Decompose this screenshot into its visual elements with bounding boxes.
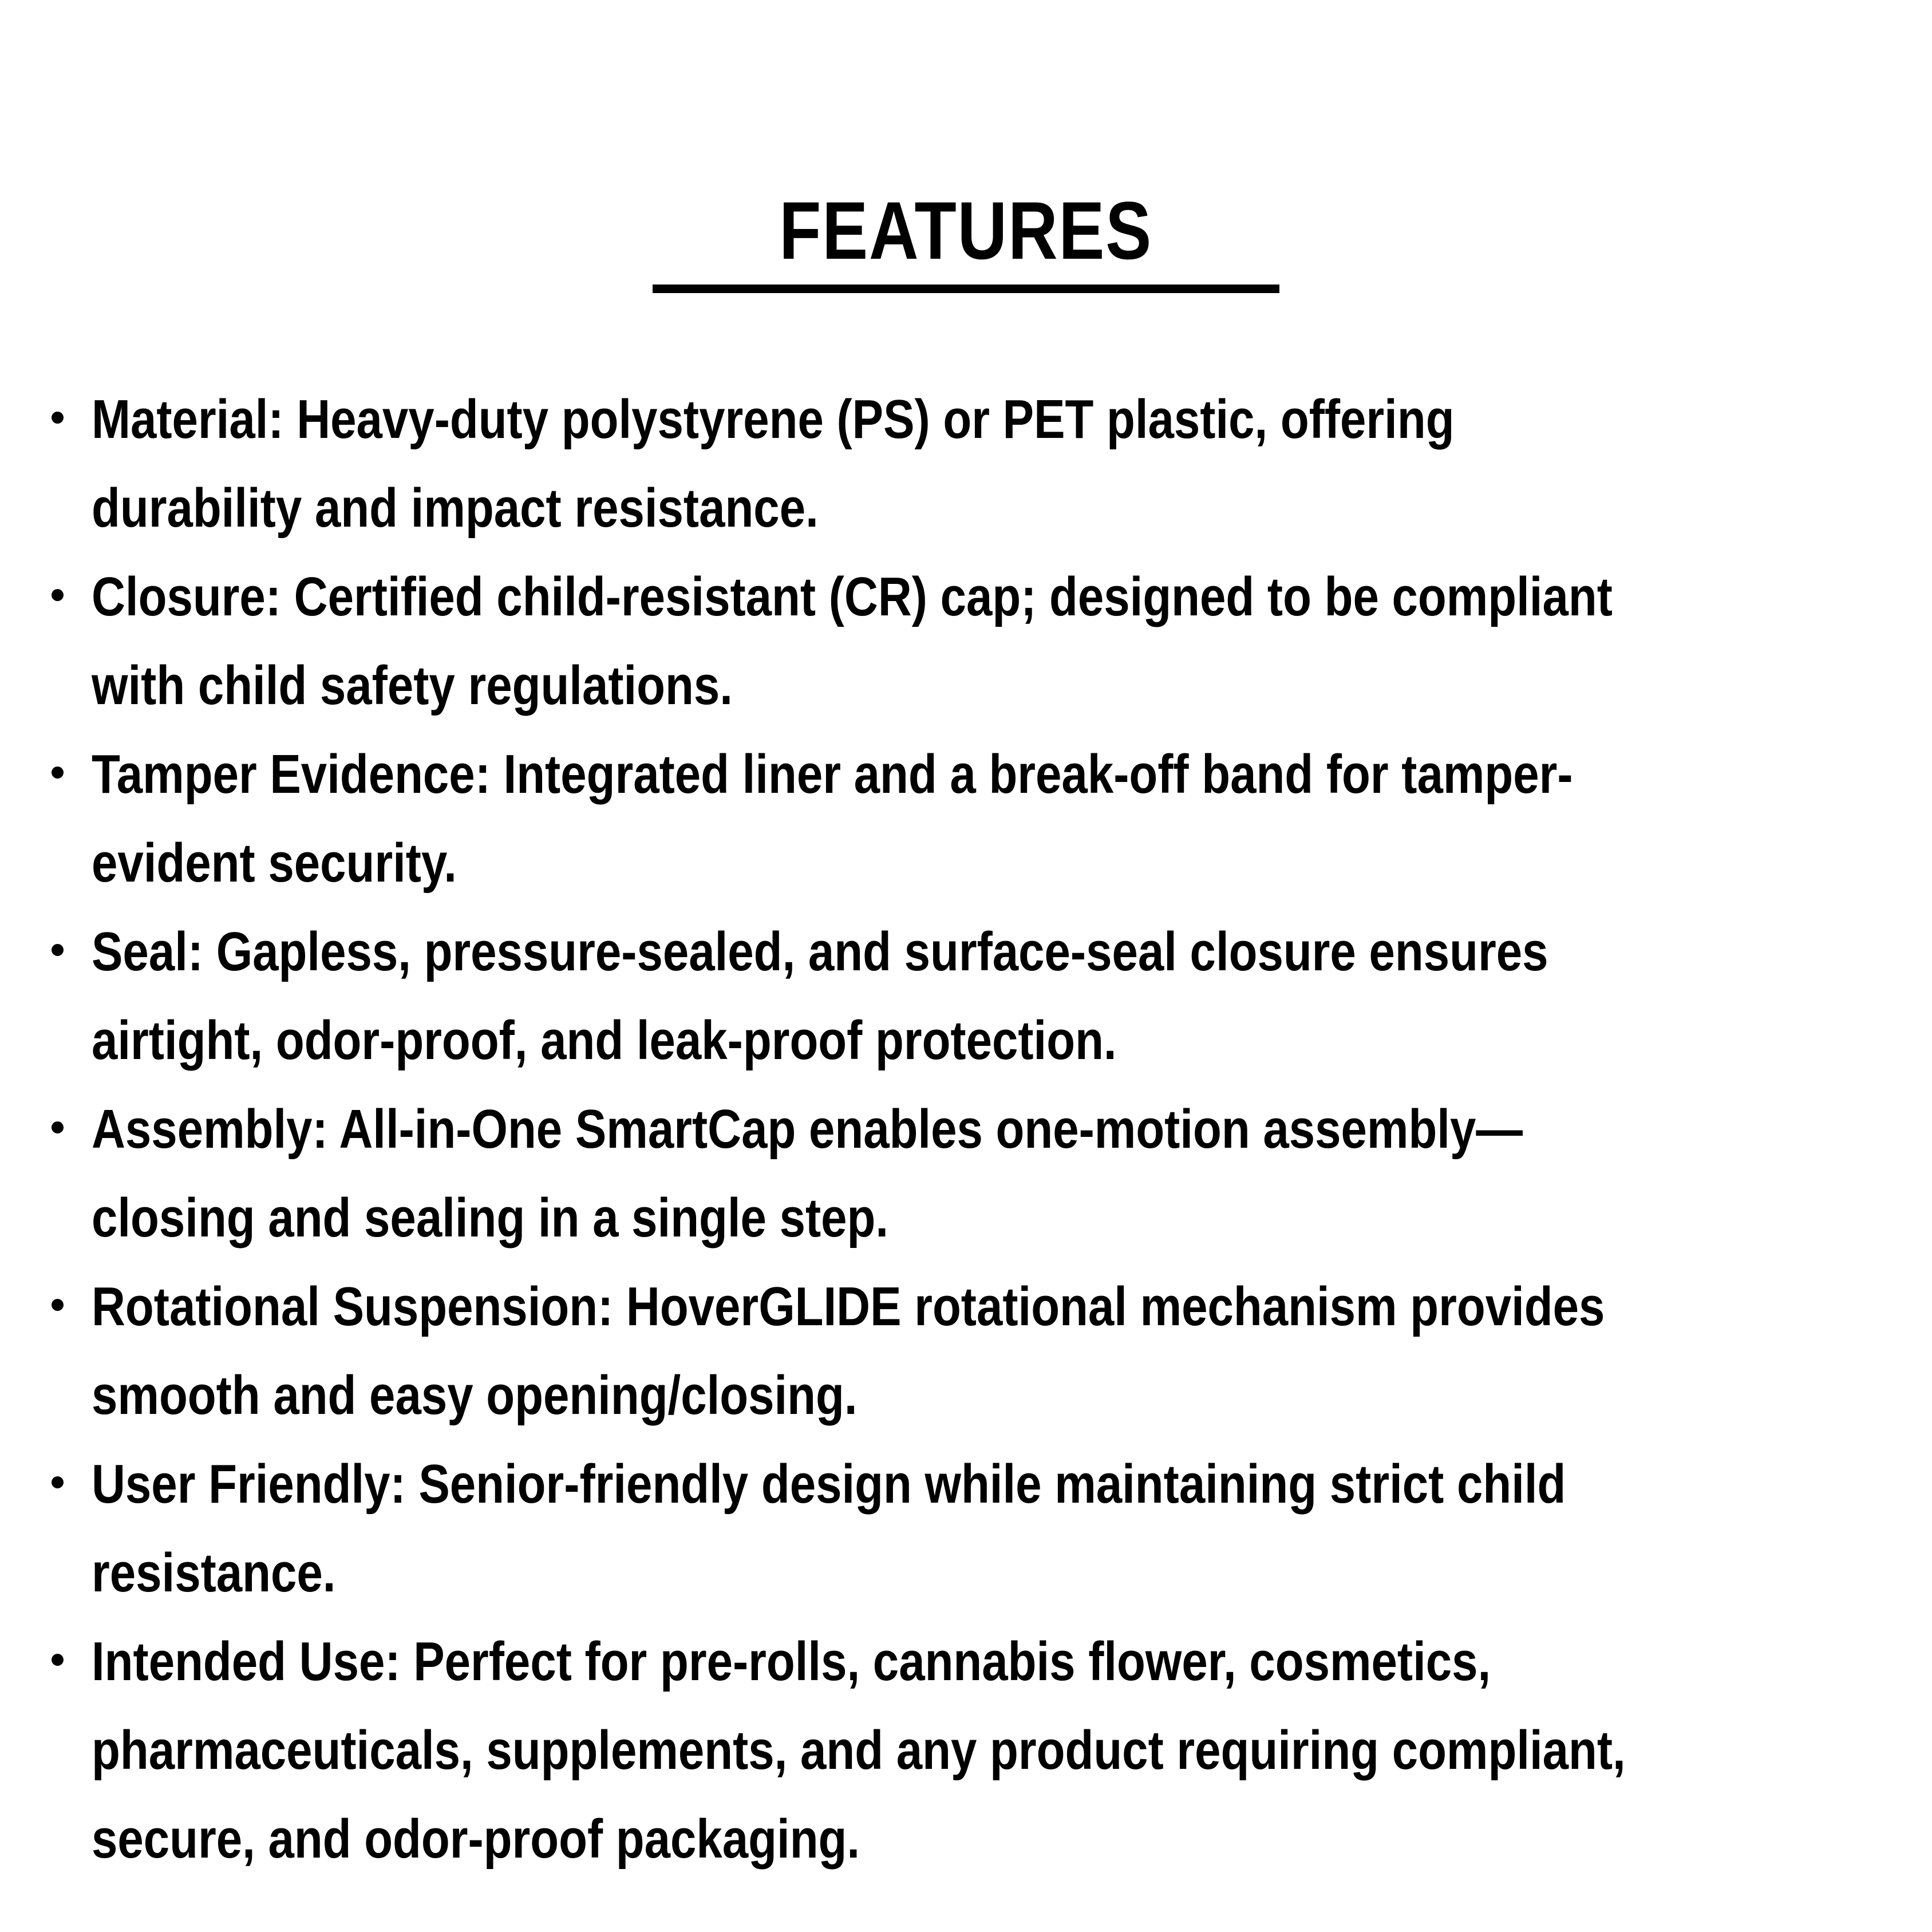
feature-line: User Friendly: Senior-friendly design while maintaining strict child: [92, 1453, 1566, 1515]
feature-line: airtight, odor-proof, and leak-proof protection.: [92, 1010, 1117, 1071]
bullet-icon: [52, 767, 64, 779]
feature-line: with child safety regulations.: [92, 655, 733, 716]
page-header: [0, 0, 1932, 293]
feature-item-tamper-evidence: [0, 730, 1932, 907]
feature-line: smooth and easy opening/closing.: [92, 1365, 858, 1426]
bullet-icon: [52, 412, 64, 424]
feature-line: Closure: Certified child-resistant (CR) cap; designed to be compliant: [92, 566, 1613, 627]
feature-line: evident security.: [92, 832, 457, 894]
feature-line: closing and sealing in a single step.: [92, 1187, 889, 1249]
bullet-icon: [52, 944, 64, 956]
feature-line: Seal: Gapless, pressure-sealed, and surface-seal closure ensures: [92, 921, 1548, 982]
feature-item-assembly: [0, 1085, 1932, 1262]
bullet-icon: [52, 1654, 64, 1666]
feature-item-user-friendly: [0, 1440, 1932, 1617]
page-title: FEATURES: [779, 185, 1153, 276]
feature-line: durability and impact resistance.: [92, 477, 819, 539]
feature-line: pharmaceuticals, supplements, and any product requiring compliant,: [92, 1720, 1626, 1781]
bullet-icon: [52, 1121, 64, 1133]
feature-line: Tamper Evidence: Integrated liner and a break-off band for tamper-: [92, 744, 1573, 805]
feature-item-intended-use: [0, 1617, 1932, 1883]
feature-line: Rotational Suspension: HoverGLIDE rotational mechanism provides: [92, 1276, 1605, 1337]
feature-item-closure: [0, 552, 1932, 730]
title-underline: [653, 285, 1279, 293]
feature-line: secure, and odor-proof packaging.: [92, 1808, 860, 1870]
bullet-icon: [52, 1476, 64, 1488]
feature-line: Intended Use: Perfect for pre-rolls, cannabis flower, cosmetics,: [92, 1631, 1491, 1692]
feature-item-seal: [0, 907, 1932, 1085]
feature-item-material: [0, 375, 1932, 552]
bullet-icon: [52, 1299, 64, 1311]
feature-line: resistance.: [92, 1542, 336, 1603]
feature-line: Assembly: All-in-One SmartCap enables one-motion assembly—: [92, 1099, 1523, 1160]
feature-list: [0, 375, 1932, 1883]
feature-line: Material: Heavy-duty polystyrene (PS) or PET plastic, offering: [92, 389, 1455, 450]
feature-item-rotational-suspension: [0, 1262, 1932, 1440]
bullet-icon: [52, 589, 64, 601]
